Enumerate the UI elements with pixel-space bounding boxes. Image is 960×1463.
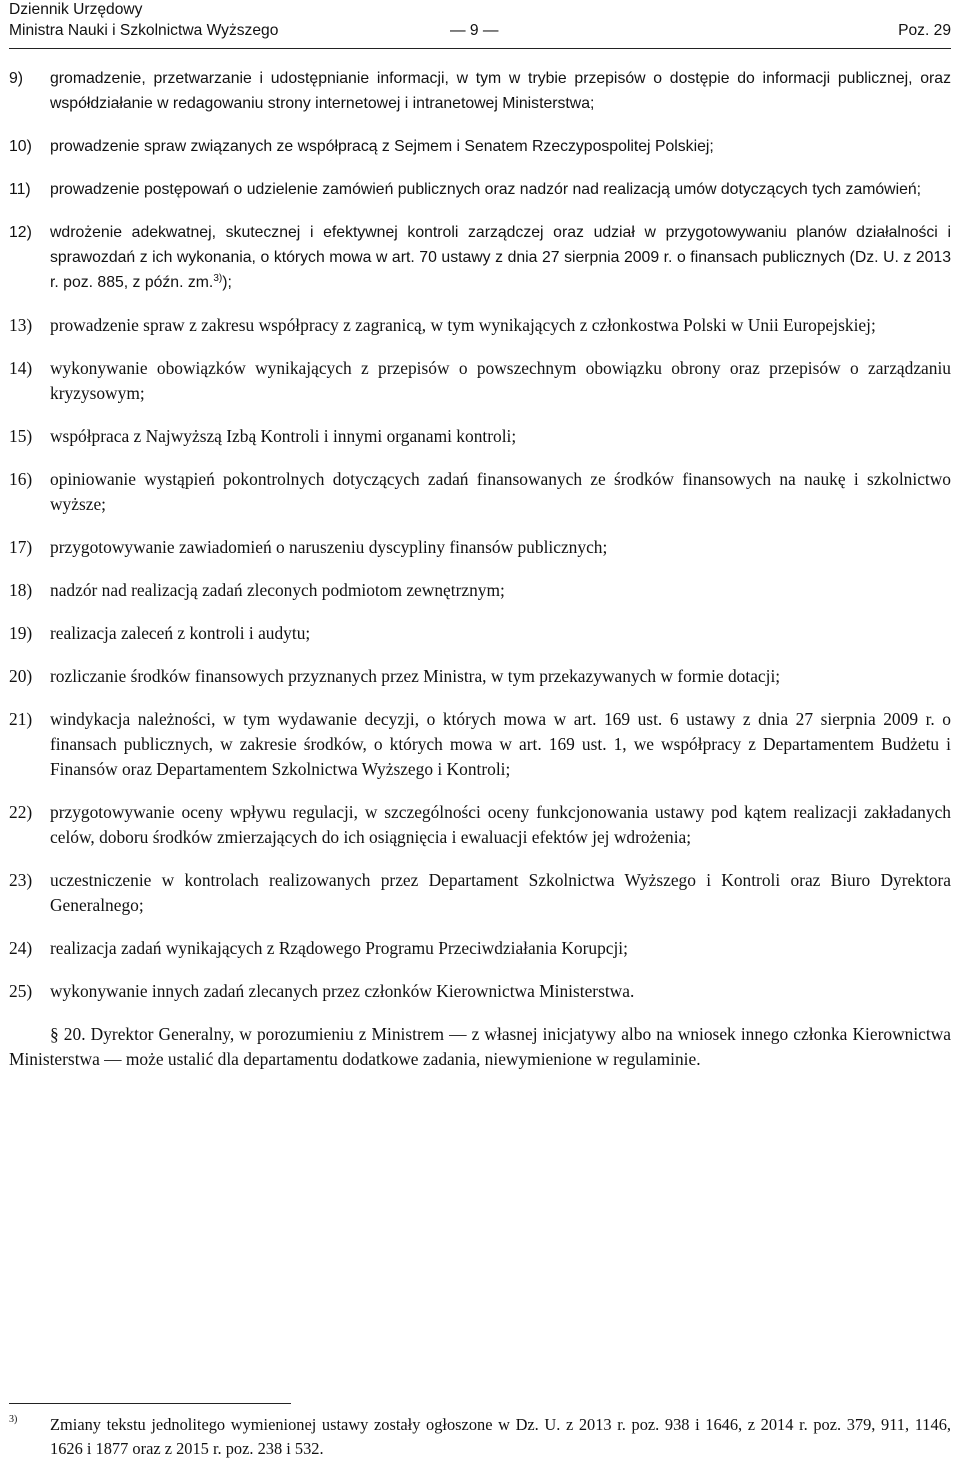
ministry-name: Ministra Nauki i Szkolnictwa Wyższego [9,22,279,39]
list-item-number: 16) [9,469,33,489]
list-item-text: windykacja należności, w tym wydawanie decyzji, o których mowa w art. 169 ust. 6 ustawy z dnia 27 sierpnia 2009 r. o finansach publicznych, w zakresie środków, o których mowa w art. 169 ust. 1, we współpracy z Departamentem Budżetu i Finansów oraz Departamentem Szkolnictwa Wyższego i Kontroli; [50,709,951,779]
list-item-number: 13) [9,315,33,335]
list-item-15 [9,424,951,449]
list-item-17 [9,535,951,560]
list-item-10 [9,134,951,159]
list-item-18 [9,578,951,603]
list-item-text: przygotowywanie oceny wpływu regulacji, w szczególności oceny funkcjonowania ustawy pod kątem realizacji zakładanych celów, doboru środków zmierzających do ich osiągnięcia i ewaluacji efektów jej wdrożenia; [50,802,951,847]
footnote-text: Zmiany tekstu jednolitego wymienionej ustawy zostały ogłoszone w Dz. U. z 2013 r. poz. 938 i 1646, z 2014 r. poz. 379, 911, 1146, 1626 i 1877 oraz z 2015 r. poz. 238 i 532. [50,1415,951,1458]
list-item-20 [9,664,951,689]
list-item-19 [9,621,951,646]
list-item-text: przygotowywanie zawiadomień o naruszeniu dyscypliny finansów publicznych; [50,537,608,557]
footnote-mark: 3) [9,1414,18,1425]
list-item-number: 22) [9,802,33,822]
document-body [9,66,951,1072]
list-item-text: współpraca z Najwyższą Izbą Kontroli i innymi organami kontroli; [50,426,517,446]
list-item-number: 19) [9,623,33,643]
list-item-13 [9,313,951,338]
list-item-text: realizacja zaleceń z kontroli i audytu; [50,623,311,643]
list-item-text: nadzór nad realizacją zadań zleconych podmiotom zewnętrznym; [50,580,505,600]
list-item-text: wykonywanie obowiązków wynikających z przepisów o powszechnym obowiązku obrony oraz przepisów o zarządzaniu kryzysowym; [50,358,951,403]
list-item-number: 24) [9,938,33,958]
list-item-number: 23) [9,870,33,890]
footnote [9,1413,951,1461]
list-item-number: 12) [9,224,32,241]
list-item-text: gromadzenie, przetwarzanie i udostępnianie informacji, w tym w trybie przepisów o dostępie do informacji publicznej, oraz współdziałanie w redagowaniu strony internetowej i intranetowej Ministerstwa; [50,70,951,112]
journal-title: Dziennik Urzędowy [9,1,143,18]
list-item-14 [9,356,951,406]
list-item-text-part: ); [222,274,232,291]
list-item-9 [9,66,951,116]
list-item-text: prowadzenie spraw z zakresu współpracy z zagranicą, w tym wynikających z członkostwa Polski w Unii Europejskiej; [50,315,876,335]
list-item-text: prowadzenie spraw związanych ze współpracą z Sejmem i Senatem Rzeczypospolitej Polskiej; [50,138,714,155]
footnote-divider [9,1403,291,1404]
list-item-number: 11) [9,181,31,198]
list-item-text: prowadzenie postępowań o udzielenie zamówień publicznych oraz nadzór nad realizacją umów dotyczących tych zamówień; [50,181,922,198]
list-item-22 [9,800,951,850]
list-item-number: 25) [9,981,33,1001]
list-item-number: 21) [9,709,33,729]
list-item-23 [9,868,951,918]
footnote-reference[interactable]: 3) [213,273,223,284]
list-item-21 [9,707,951,782]
list-item-number: 14) [9,358,33,378]
list-item-text: realizacja zadań wynikających z Rządowego Programu Przeciwdziałania Korupcji; [50,938,628,958]
section-paragraph: § 20. Dyrektor Generalny, w porozumieniu z Ministrem — z własnej inicjatywy albo na wniosek innego członka Kierownictwa Ministerstwa — może ustalić dla departamentu dodatkowe zadania, niewymienione w regulaminie. [9,1024,951,1069]
page-number: — 9 — [450,22,499,39]
list-item-number: 10) [9,138,32,155]
list-item-24 [9,936,951,961]
list-item-text [50,220,951,295]
list-item-text-part: wdrożenie adekwatnej, skutecznej i efektywnej kontroli zarządczej oraz udział w przygotowywaniu planów działalności i sprawozdań z ich wykonania, o których mowa w art. 70 ustawy z dnia 27 sierpnia 2009 r. o finansach publicznych (Dz. U. z 2013 r. poz. 885, z późn. zm. [50,224,951,291]
list-item-text: wykonywanie innych zadań zlecanych przez członków Kierownictwa Ministerstwa. [50,981,635,1001]
list-item-text: uczestniczenie w kontrolach realizowanych przez Departament Szkolnictwa Wyższego i Kontroli oraz Biuro Dyrektora Generalnego; [50,870,951,915]
list-item-number: 20) [9,666,33,686]
page-header [9,0,951,49]
list-item-25 [9,979,951,1004]
position-number: Poz. 29 [898,22,951,39]
list-item-number: 18) [9,580,33,600]
list-item-16 [9,467,951,517]
list-item-number: 17) [9,537,33,557]
list-item-text: opiniowanie wystąpień pokontrolnych dotyczących zadań finansowanych ze środków finansowych na naukę i szkolnictwo wyższe; [50,469,951,514]
list-item-text: rozliczanie środków finansowych przyznanych przez Ministra, w tym przekazywanych w formie dotacji; [50,666,781,686]
list-item-number: 9) [9,70,24,87]
list-item-11 [9,177,951,202]
list-item-12 [9,220,951,295]
list-item-number: 15) [9,426,33,446]
